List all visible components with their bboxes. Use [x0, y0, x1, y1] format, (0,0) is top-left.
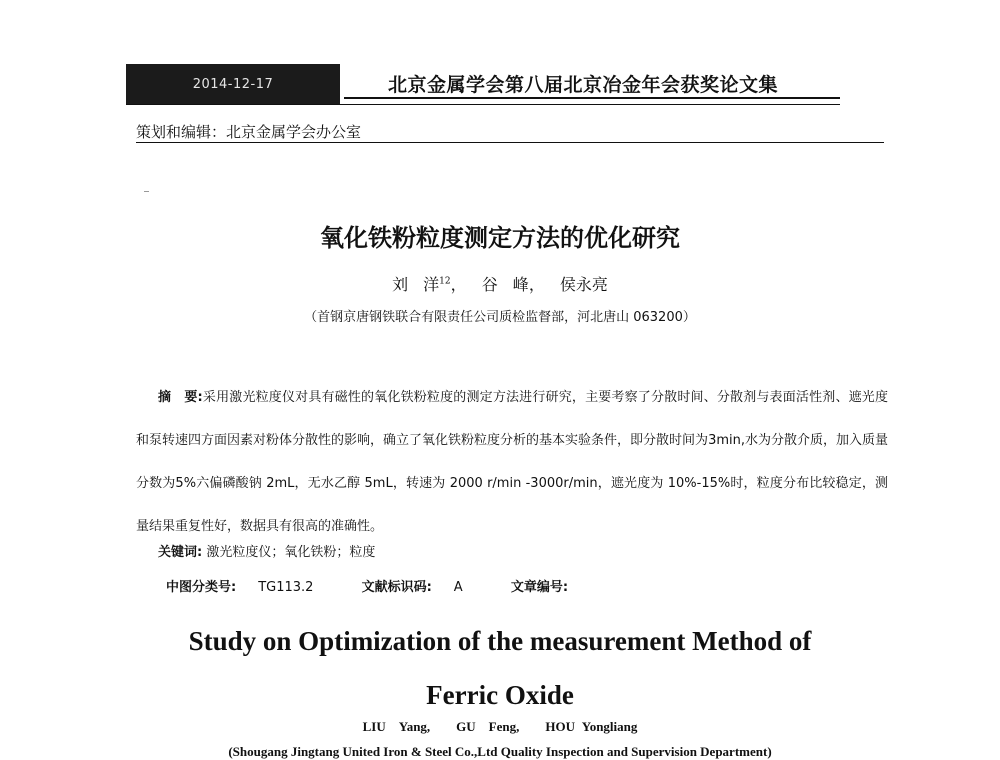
date-stamp	[126, 64, 340, 104]
editor-line: 策划和编辑：北京金属学会办公室	[136, 123, 362, 141]
keywords	[158, 541, 375, 560]
title-en-line1: Study on Optimization of the measurement Method of	[188, 626, 812, 656]
affiliation-cn: （首钢京唐钢铁联合有限责任公司质检监督部，河北唐山 063200）	[304, 310, 696, 325]
header-rule-full	[126, 104, 840, 105]
clc-label: 中图分类号:	[166, 580, 237, 595]
author-name: 侯永亮	[559, 275, 608, 294]
date-text: 2014-12-17	[192, 76, 274, 92]
scan-speck	[144, 191, 149, 192]
paper-title-en	[0, 614, 1000, 722]
title-en-line2: Ferric Oxide	[426, 680, 574, 710]
author-sup: 12	[439, 276, 451, 287]
abstract-text: 采用激光粒度仪对具有磁性的氧化铁粉粒度的测定方法进行研究，主要考察了分散时间、分散剂与表面活性剂、遮光度和泵转速四方面因素对粉体分散性的影响，确立了氧化铁粉粒度分析的基本实验条件，即分散时间为3min,水为分散介质，加入质量分数为5%六偏磷酸钠 2mL，无水乙醇 5mL，转速为 2000 r/min -3000r/min，遮光度为 10%-15%时，粒度分布比较稳定，测量结果重复性好，数据具有很高的准确性。	[136, 390, 888, 534]
author-sep: ，	[450, 275, 467, 294]
editor-rule	[136, 142, 884, 143]
keywords-label: 关键词:	[158, 545, 203, 560]
clc-value: TG113.2	[258, 580, 314, 595]
keywords-text: 激光粒度仪；氧化铁粉；粒度	[206, 545, 376, 560]
abstract	[136, 376, 888, 548]
author-name: 谷 峰	[481, 275, 529, 294]
doc-code-label: 文献标识码:	[361, 580, 432, 595]
authors-en: LIU Yang, GU Feng, HOU Yongliang	[362, 719, 638, 734]
article-no-label: 文章编号:	[510, 580, 569, 595]
header-rule	[344, 97, 840, 99]
classification-line	[166, 576, 634, 595]
author-sep: ，	[528, 275, 545, 294]
doc-code-value: A	[453, 580, 463, 595]
journal-title: 北京金属学会第八届北京冶金年会获奖论文集	[388, 74, 779, 96]
abstract-label: 摘 要:	[158, 390, 203, 405]
affiliation-en: (Shougang Jingtang United Iron & Steel Co.,Ltd Quality Inspection and Supervision Department)	[228, 744, 772, 759]
author-name: 刘 洋	[392, 275, 440, 294]
authors-cn	[0, 272, 1000, 295]
paper-title-cn: 氧化铁粉粒度测定方法的优化研究	[320, 224, 680, 252]
